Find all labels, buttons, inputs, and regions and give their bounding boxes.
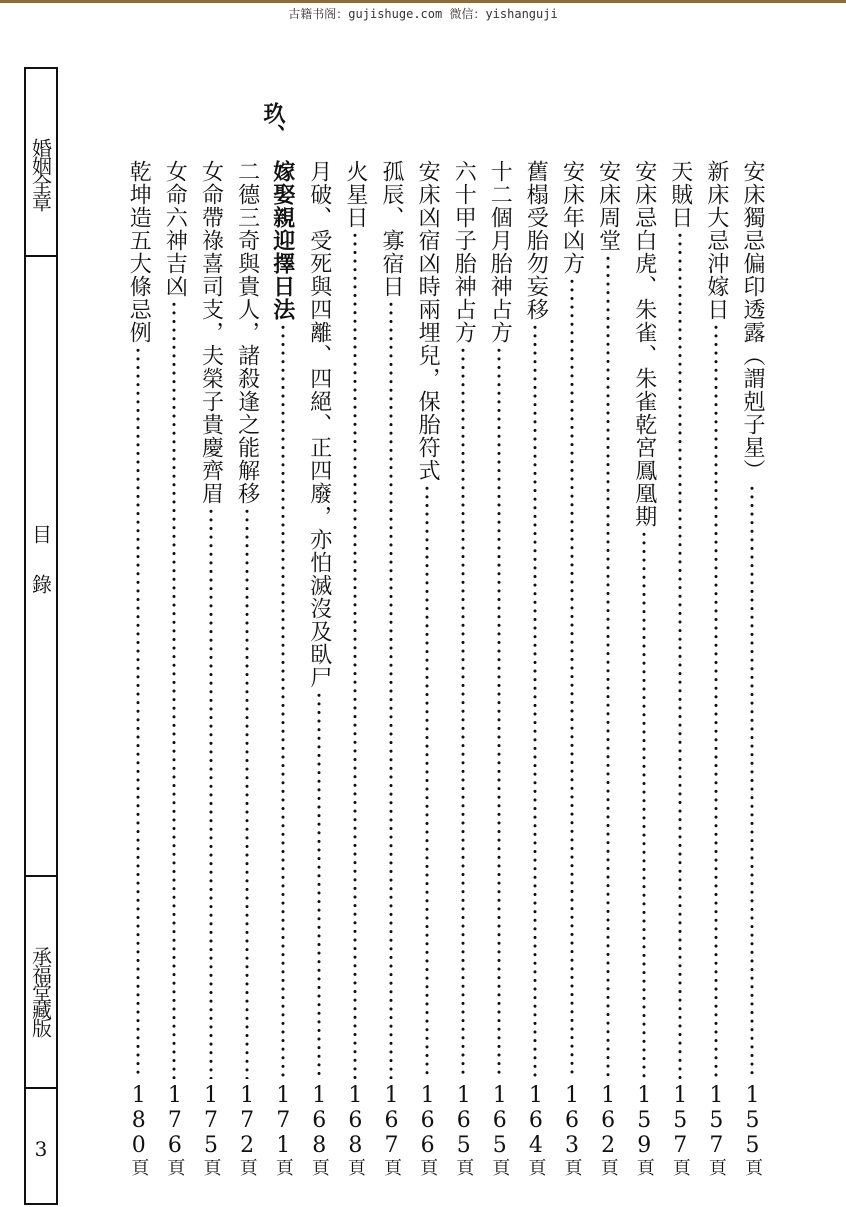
page-unit-label: 頁 [489,1158,511,1176]
page-unit-label: 頁 [381,1158,402,1176]
page-unit-label: 頁 [164,1158,186,1176]
dot-leader [642,530,646,1079]
toc-entry-page: 165 [451,1083,477,1158]
toc-entry[interactable] [412,160,442,1176]
dot-leader [497,346,501,1079]
toc-entry[interactable] [629,160,659,1176]
sidebar-divider [26,1087,56,1089]
toc-entry-title: 孤辰、寡宿日 [379,160,404,298]
sidebar-divider [26,255,56,257]
toc-entry-page: 175 [198,1083,224,1158]
toc-entry-page: 157 [703,1083,729,1158]
toc-entry-title: 乾坤造五大條忌例 [126,160,152,344]
sidebar-frame [24,67,58,1205]
page-unit-label: 頁 [344,1158,366,1176]
dot-leader [461,346,465,1079]
page-unit-label: 頁 [128,1158,150,1176]
toc-entry-page: 166 [415,1083,441,1158]
dot-leader [425,484,429,1079]
toc-entry-page: 164 [523,1083,549,1158]
toc-entry-page: 157 [667,1083,693,1158]
toc-entry[interactable] [484,160,514,1176]
dot-leader [281,323,285,1079]
dot-leader [172,300,176,1079]
page-unit-label: 頁 [272,1158,294,1176]
toc-entry-title: 安床凶宿凶時兩埋兒，保胎符式 [415,160,441,482]
toc-entry-title: 二德三奇與貴人，諸殺逢之能解移 [234,160,260,505]
section-label: 目錄 [28,524,53,624]
toc-entry-title: 月破、受死與四離、四絕、正四廢，亦怕滅沒及臥尸 [306,160,332,689]
dot-leader [245,507,249,1079]
toc-entry-title: 嫁娶親迎擇日法 [269,160,296,321]
toc-entry-page: 167 [379,1083,404,1158]
toc-entry-page: 165 [487,1083,513,1158]
toc-entry-title: 六十甲子胎神占方 [451,160,477,344]
dot-leader [317,691,321,1079]
page-unit-label: 頁 [597,1158,619,1176]
toc-entry[interactable] [520,160,550,1176]
page-unit-label: 頁 [453,1158,475,1176]
toc-entry-page: 176 [162,1083,188,1158]
dot-leader [353,231,357,1079]
dot-leader [533,323,537,1079]
sidebar-divider [26,875,56,877]
toc-entry-page: 180 [126,1083,152,1158]
page-unit-label: 頁 [236,1158,258,1176]
toc-entry-title: 新床大忌沖嫁日 [703,160,729,321]
dot-leader [570,277,574,1079]
page-unit-label: 頁 [200,1158,222,1176]
toc-entry-page: 168 [342,1083,368,1158]
page-unit-label: 頁 [742,1158,763,1176]
toc-entry-page: 172 [234,1083,260,1158]
dot-leader [714,323,718,1079]
page-unit-label: 頁 [561,1158,583,1176]
toc-entry-title: 女命帶祿喜司支，夫榮子貴慶齊眉 [198,160,224,505]
toc-entry-page: 159 [631,1083,657,1158]
toc-entry[interactable] [737,160,767,1176]
toc-entry-page: 155 [740,1083,765,1158]
toc-entry[interactable] [593,160,623,1176]
publisher-label: 承福堂藏版 [28,946,53,1036]
toc-entry-title: 安床忌白虎、朱雀、朱雀乾宮鳳凰期 [631,160,657,528]
toc-entry-page: 171 [270,1083,296,1158]
page-number: 3 [34,1137,48,1161]
toc-entry[interactable] [665,160,695,1176]
toc-entry-title: 安床獨忌偏印透露（謂剋子星） [740,160,765,482]
book-title: 婚姻全章 [28,138,53,210]
top-border-bar [0,0,846,3]
toc-entry[interactable] [701,160,731,1176]
toc-entry[interactable] [304,160,334,1176]
page-unit-label: 頁 [308,1158,330,1176]
toc-entry[interactable] [340,160,370,1176]
toc-entry-title: 安床年凶方 [559,160,585,275]
toc-entry[interactable] [232,160,262,1176]
page-unit-label: 頁 [633,1158,655,1176]
page-unit-label: 頁 [669,1158,691,1176]
dot-leader [389,300,393,1079]
toc-entry[interactable] [123,160,153,1176]
dot-leader [136,346,140,1079]
toc-entry-page: 168 [306,1083,332,1158]
section-heading: 玖、 [260,102,286,146]
dot-leader [209,507,213,1079]
toc-entry[interactable] [448,160,478,1176]
toc-entry-title: 十二個月胎神占方 [487,160,513,344]
watermark-text: 古籍书阁：gujishuge.com 微信：yishanguji [288,7,558,21]
toc-entry[interactable] [196,160,226,1176]
page-unit-label: 頁 [417,1158,439,1176]
page-unit-label: 頁 [705,1158,727,1176]
toc-entry-title: 火星日 [342,160,368,229]
page-unit-label: 頁 [525,1158,547,1176]
dot-leader [606,254,610,1079]
toc-entry-title: 安床周堂 [595,160,621,252]
toc-entry-page: 162 [595,1083,621,1158]
dot-leader [678,231,682,1079]
dot-leader [750,484,754,1079]
toc-entry-title: 天賊日 [667,160,693,229]
toc-entry[interactable] [268,160,298,1176]
toc-entry-title: 女命六神吉凶 [162,160,188,298]
toc-entry-page: 163 [559,1083,585,1158]
toc-entry[interactable] [557,160,587,1176]
toc-entry-title: 舊榻受胎勿妄移 [523,160,549,321]
toc-entry[interactable] [159,160,189,1176]
toc-entry[interactable] [376,160,406,1176]
